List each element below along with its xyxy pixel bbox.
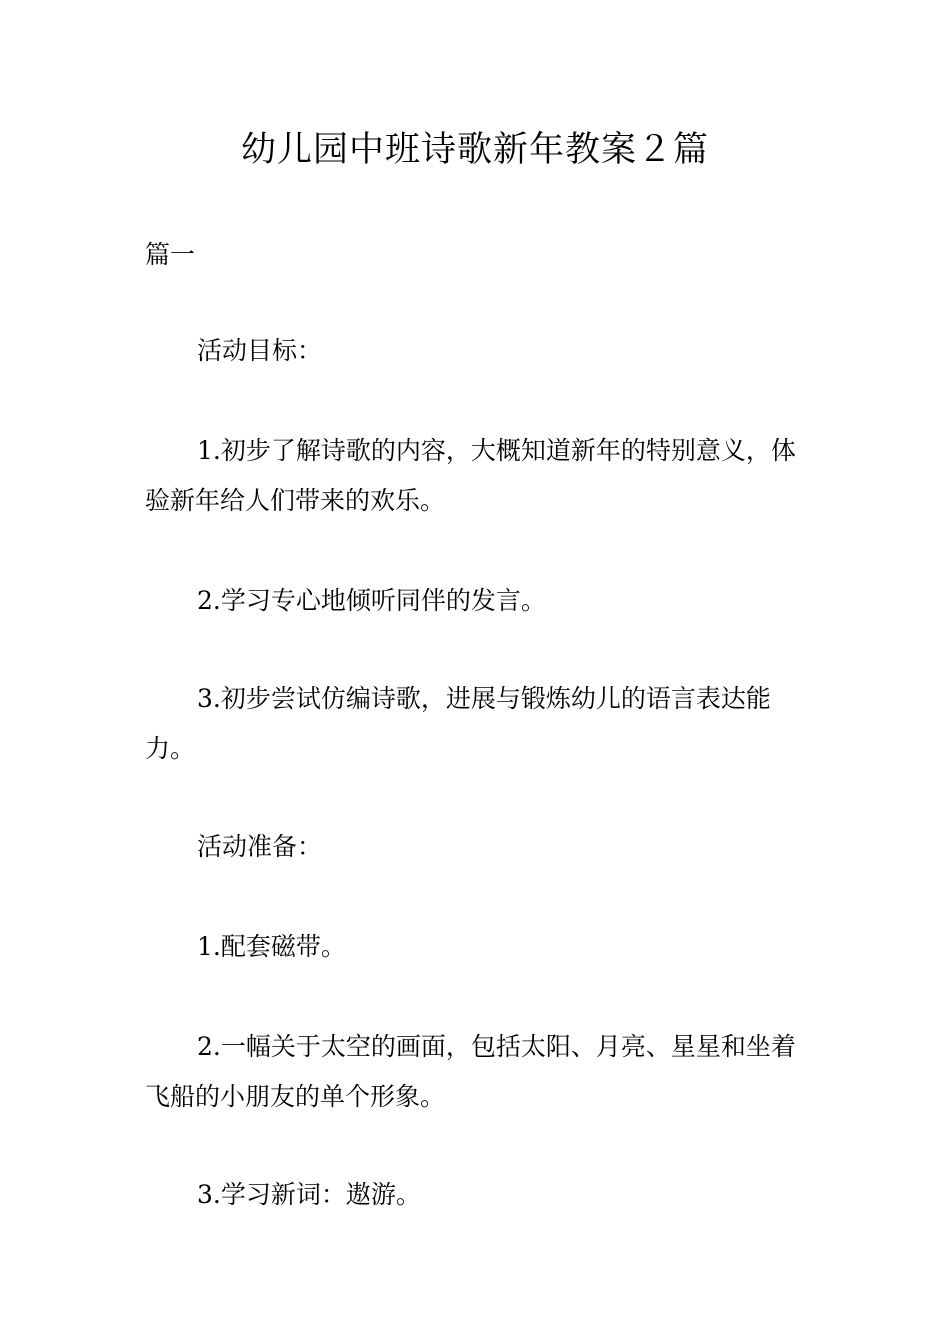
paragraph-prep-2: 2.一幅关于太空的画面，包括太阳、月亮、星星和坐着飞船的小朋友的单个形象。 — [145, 1032, 796, 1111]
paragraph-goal-1: 1.初步了解诗歌的内容，大概知道新年的特别意义，体验新年给人们带来的欢乐。 — [145, 436, 796, 515]
paragraph-preparation-heading: 活动准备： — [197, 832, 323, 861]
paragraph-prep-1: 1.配套磁带。 — [197, 932, 346, 961]
paragraph-goal-3: 3.初步尝试仿编诗歌，进展与锻炼幼儿的语言表达能力。 — [145, 684, 771, 763]
paragraph-activity-goals-heading: 活动目标： — [197, 336, 323, 365]
paragraph-prep-3: 3.学习新词：遨游。 — [197, 1180, 421, 1209]
document-title: 幼儿园中班诗歌新年教案２篇 — [240, 130, 709, 170]
section-label: 篇一 — [145, 240, 196, 269]
paragraph-goal-2: 2.学习专心地倾听同伴的发言。 — [197, 586, 546, 615]
